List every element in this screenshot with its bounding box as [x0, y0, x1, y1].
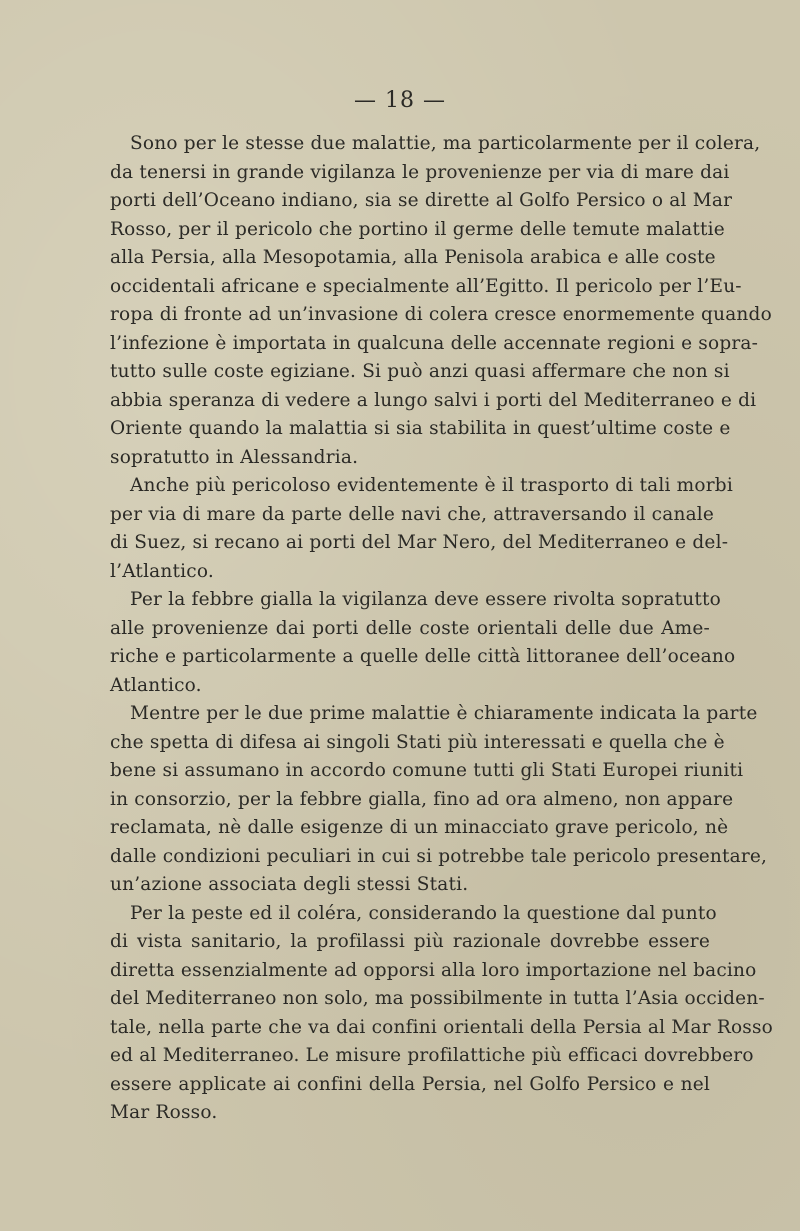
text-line: di Suez, si recano ai porti del Mar Nero, del Mediterraneo e del-	[110, 532, 729, 553]
paragraph-4	[110, 700, 768, 900]
text-line: Mentre per le due prime malattie è chiaramente indicata la parte	[130, 703, 758, 724]
text-line: ed al Mediterraneo. Le misure profilattiche più efficaci dovrebbero	[110, 1045, 754, 1066]
text-line: per via di mare da parte delle navi che, attraversando il canale	[110, 503, 715, 525]
text-line: diretta essenzialmente ad opporsi alla loro importazione nel bacino	[110, 959, 757, 981]
text-line: l’Atlantico.	[110, 560, 214, 582]
text-line: in consorzio, per la febbre gialla, fino ad ora almeno, non appare	[110, 788, 734, 810]
text-line: essere applicate ai confini della Persia, nel Golfo Persico e nel	[110, 1073, 710, 1095]
text-line: ropa di fronte ad un’invasione di colera cresce enormemente quando	[110, 304, 772, 325]
page-number: — 18 —	[354, 88, 446, 113]
text-line: alla Persia, alla Mesopotamia, alla Penisola arabica e alle coste	[110, 247, 716, 268]
text-line: del Mediterraneo non solo, ma possibilmente in tutta l’Asia occiden-	[110, 988, 765, 1009]
text-line: un’azione associata degli stessi Stati.	[110, 874, 469, 895]
text-line: dalle condizioni peculiari in cui si potrebbe tale pericolo presentare,	[110, 845, 768, 867]
text-line: Anche più pericoloso evidentemente è il trasporto di tali morbi	[130, 475, 733, 496]
text-line: reclamata, nè dalle esigenze di un minacciato grave pericolo, nè	[110, 817, 729, 838]
text-line: tutto sulle coste egiziane. Si può anzi quasi affermare che non si	[110, 361, 730, 382]
text-line: sopratutto in Alessandria.	[110, 446, 359, 468]
text-line: l’infezione è importata in qualcuna delle accennate regioni e sopra-	[110, 332, 759, 354]
text-line: occidentali africane e specialmente all’Egitto. Il pericolo per l’Eu-	[110, 275, 742, 297]
text-line: tale, nella parte che va dai confini orientali della Persia al Mar Rosso	[110, 1016, 774, 1038]
text-line: bene si assumano in accordo comune tutti gli Stati Europei riuniti	[110, 760, 744, 781]
body-text	[110, 130, 774, 1128]
paragraph-5	[110, 900, 774, 1128]
text-line: alle provenienze dai porti delle coste orientali delle due Ame-	[110, 617, 710, 639]
text-line: Rosso, per il pericolo che portino il germe delle temute malattie	[110, 218, 725, 240]
text-line: da tenersi in grande vigilanza le provenienze per via di mare dai	[110, 161, 730, 183]
paragraph-1	[110, 130, 772, 472]
text-line: porti dell’Oceano indiano, sia se dirette al Golfo Persico o al Mar	[110, 190, 733, 211]
text-line: Oriente quando la malattia si sia stabilita in quest’ultime coste e	[110, 418, 731, 439]
text-line: Atlantico.	[110, 674, 202, 696]
text-line: di vista sanitario, la profilassi più razionale dovrebbe essere	[110, 931, 710, 952]
text-line: Mar Rosso.	[110, 1102, 218, 1123]
text-line: che spetta di difesa ai singoli Stati più interessati e quella che è	[110, 731, 725, 753]
paragraph-2	[110, 472, 733, 586]
text-line: Per la febbre gialla la vigilanza deve essere rivolta sopratutto	[130, 589, 722, 610]
text-line: Sono per le stesse due malattie, ma particolarmente per il colera,	[130, 133, 761, 154]
text-line: riche e particolarmente a quelle delle città littoranee dell’oceano	[110, 646, 736, 667]
paragraph-3	[110, 586, 736, 700]
text-line: abbia speranza di vedere a lungo salvi i porti del Mediterraneo e di	[110, 389, 757, 411]
text-line: Per la peste ed il coléra, considerando la questione dal punto	[130, 902, 717, 924]
